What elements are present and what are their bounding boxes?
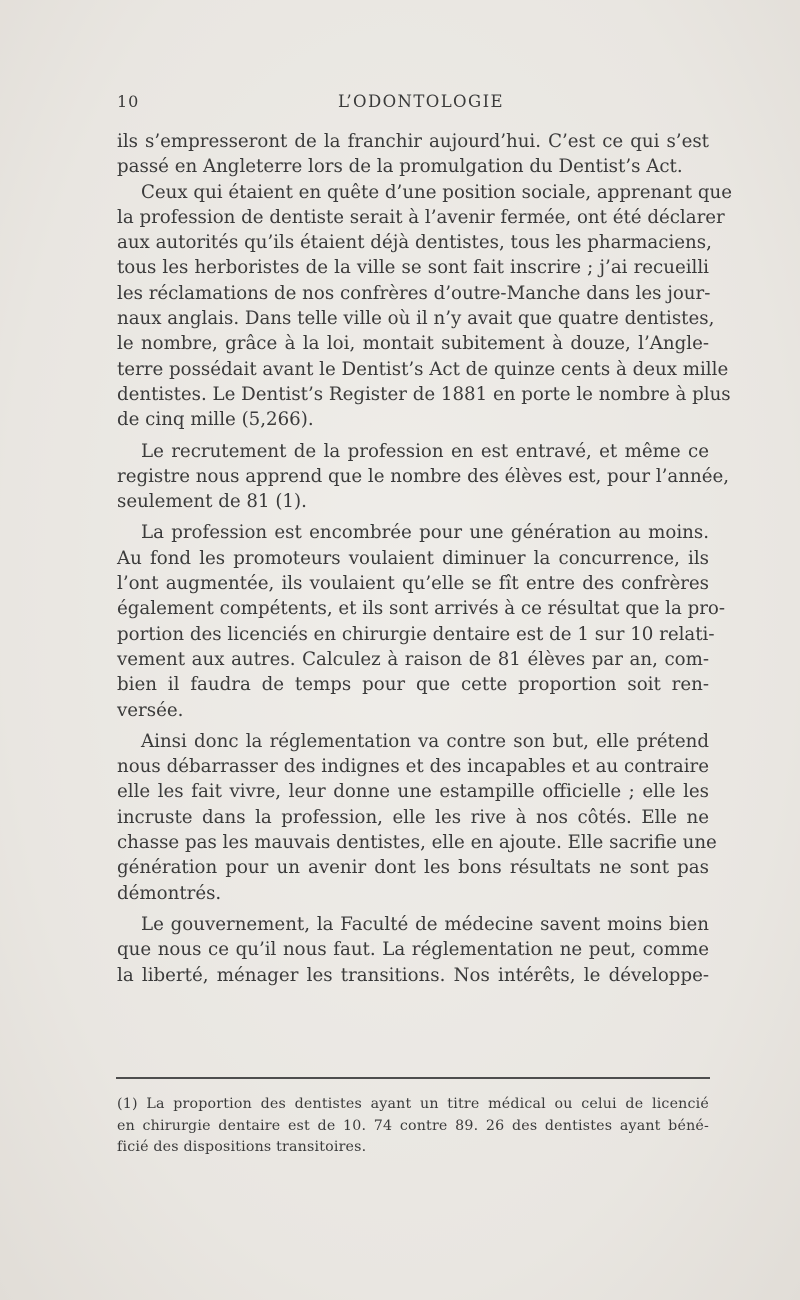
text-line: dentistes. Le Dentist’s Register de 1881 en porte le nombre à plus: [117, 383, 731, 405]
paragraph-2: [117, 180, 732, 433]
footnote-line: ficié des dispositions transitoires.: [117, 1139, 367, 1155]
paragraph-4: [117, 520, 726, 722]
text-line: La profession est encombrée pour une génération au moins.: [141, 522, 709, 544]
text-line: le nombre, grâce à la loi, montait subitement à douze, l’Angle-: [117, 333, 709, 355]
text-line: terre possédait avant le Dentist’s Act de quinze cents à deux mille: [117, 358, 729, 380]
text-line: Le recrutement de la profession en est entravé, et même ce: [141, 440, 709, 462]
body-text: [117, 129, 732, 988]
text-line: démontrés.: [117, 882, 222, 904]
text-line: naux anglais. Dans telle ville où il n’y avait que quatre dentistes,: [117, 308, 715, 330]
text-line: aux autorités qu’ils étaient déjà dentistes, tous les pharmaciens,: [117, 232, 712, 254]
text-line: la profession de dentiste serait à l’avenir fermée, ont été déclarer: [117, 206, 725, 228]
paragraph-6: [117, 912, 709, 988]
footnote-divider: [116, 1077, 710, 1079]
text-line: portion des licenciés en chirurgie dentaire est de 1 sur 10 relati-: [117, 623, 715, 645]
footnote: [117, 1094, 709, 1159]
text-line: elle les fait vivre, leur donne une estampille officielle ; elle les: [117, 781, 709, 803]
text-line: Ainsi donc la réglementation va contre son but, elle prétend: [141, 730, 709, 752]
text-line: Le gouvernement, la Faculté de médecine savent moins bien: [141, 913, 709, 935]
text-line: les réclamations de nos confrères d’outre-Manche dans les jour-: [117, 282, 711, 304]
text-line: l’ont augmentée, ils voulaient qu’elle se fît entre des confrères: [117, 573, 709, 595]
paragraph-3: [117, 439, 730, 515]
text-line: tous les herboristes de la ville se sont fait inscrire ; j’ai recueilli: [117, 257, 709, 279]
footnote-line: en chirurgie dentaire est de 10. 74 contre 89. 26 des dentistes ayant béné-: [117, 1117, 709, 1134]
text-line: de cinq mille (5,266).: [117, 409, 314, 431]
text-line: bien il faudra de temps pour que cette proportion soit ren-: [117, 674, 709, 696]
text-line: chasse pas les mauvais dentistes, elle en ajoute. Elle sacrifie une: [117, 832, 717, 854]
text-line: seulement de 81 (1).: [117, 491, 307, 513]
text-line: la liberté, ménager les transitions. Nos intérêts, le développe-: [117, 964, 709, 986]
text-line: registre nous apprend que le nombre des élèves est, pour l’année,: [117, 465, 730, 487]
page-number: 10: [117, 92, 140, 111]
text-line: nous débarrasser des indignes et des incapables et au contraire: [117, 756, 709, 778]
text-line: génération pour un avenir dont les bons résultats ne sont pas: [117, 857, 709, 879]
text-line: passé en Angleterre lors de la promulgation du Dentist’s Act.: [117, 156, 683, 178]
page-header: [117, 92, 707, 116]
footnote-line: (1) La proportion des dentistes ayant un titre médical ou celui de licencié: [117, 1096, 709, 1112]
text-line: vement aux autres. Calculez à raison de 81 élèves par an, com-: [117, 648, 709, 670]
text-line: versée.: [117, 699, 184, 721]
paragraph-5: [117, 729, 717, 906]
text-line: ils s’empresseront de la franchir aujourd’hui. C’est ce qui s’est: [117, 131, 709, 152]
text-line: incruste dans la profession, elle les rive à nos côtés. Elle ne: [117, 806, 709, 828]
text-line: Au fond les promoteurs voulaient diminuer la concurrence, ils: [117, 547, 709, 569]
text-line: que nous ce qu’il nous faut. La réglementation ne peut, comme: [117, 939, 709, 961]
text-line: Ceux qui étaient en quête d’une position sociale, apprenant que: [141, 181, 732, 203]
paragraph-1: [117, 129, 709, 180]
text-line: également compétents, et ils sont arrivés à ce résultat que la pro-: [117, 598, 726, 620]
running-title: L’ODONTOLOGIE: [338, 92, 504, 111]
